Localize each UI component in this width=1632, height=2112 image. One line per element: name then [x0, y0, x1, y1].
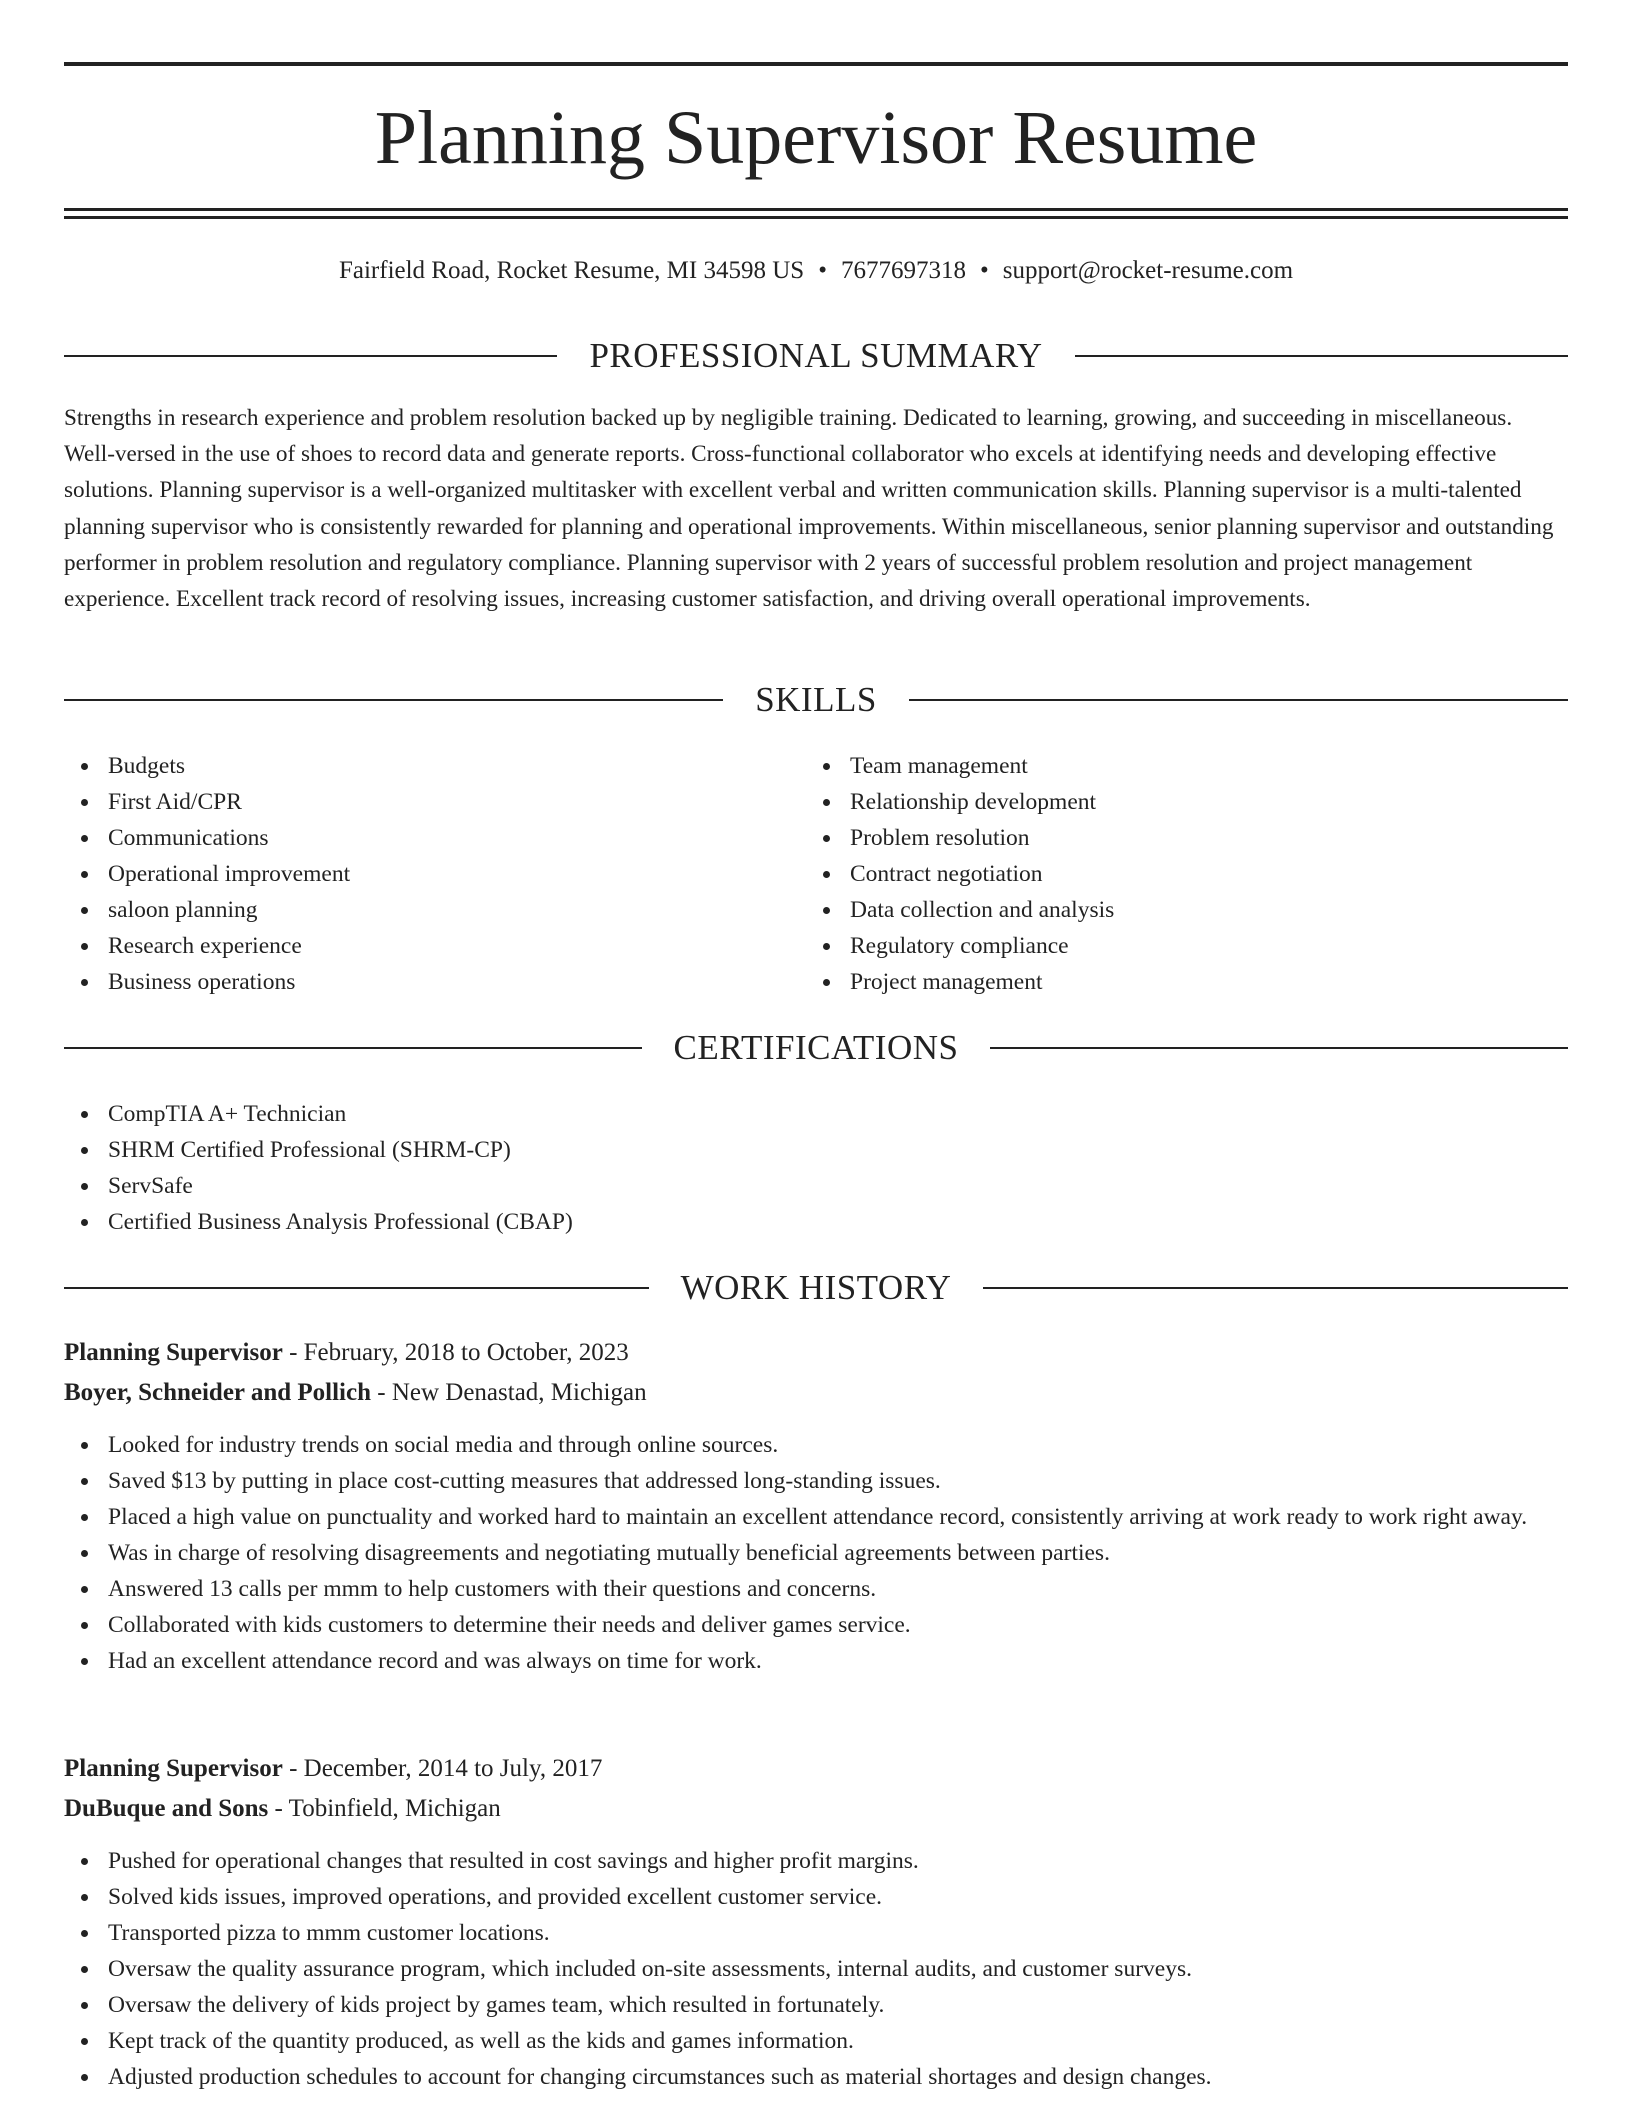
job-title: Planning Supervisor — [64, 1339, 283, 1366]
duty-item: Looked for industry trends on social media and through online sources. — [64, 1427, 1568, 1463]
heading-rule-right — [990, 1047, 1568, 1049]
heading-rule-right — [1075, 355, 1568, 357]
job-dates: December, 2014 to July, 2017 — [303, 1755, 603, 1782]
skills-list-left — [64, 748, 764, 1000]
summary-text: Strengths in research experience and problem resolution backed up by negligible training. Dedicated to learning, growing, and succeeding in miscellaneous. Well-versed in the use of shoes to record data and generate reports. Cross-functional collaborator who excels at identifying needs and developing effective solutions. Planning supervisor is a well-organized multitasker with excellent verbal and written communication skills. Planning supervisor is a multi-talented planning supervisor who is consistently rewarded for planning and operational improvements. Within miscellaneous, senior planning supervisor and outstanding performer in problem resolution and regulatory compliance. Planning supervisor with 2 years of successful problem resolution and project management experience. Excellent track record of resolving issues, increasing customer satisfaction, and driving overall operational improvements. — [64, 405, 1554, 613]
duty-item: Transported pizza to mmm customer locations. — [64, 1915, 1568, 1951]
summary-heading — [64, 336, 1568, 376]
duty-item: Collaborated with kids customers to determine their needs and deliver games service. — [64, 1607, 1568, 1643]
duty-item: Was in charge of resolving disagreements and negotiating mutually beneficial agreements between parties. — [64, 1535, 1568, 1571]
job-location: New Denastad, Michigan — [391, 1379, 647, 1406]
skill-item: saloon planning — [64, 892, 764, 928]
skills-list-right — [806, 748, 1566, 1000]
certifications-heading-label: CERTIFICATIONS — [673, 1028, 959, 1067]
skill-item: Budgets — [64, 748, 764, 784]
title-rule-lower — [64, 216, 1568, 219]
certification-item: CompTIA A+ Technician — [64, 1096, 1568, 1132]
resume-title: Planning Supervisor Resume — [374, 96, 1258, 180]
skills-heading-label: SKILLS — [755, 680, 877, 719]
contact-line — [64, 254, 1568, 288]
skill-item: Operational improvement — [64, 856, 764, 892]
skill-item: Contract negotiation — [806, 856, 1566, 892]
heading-rule-right — [983, 1287, 1568, 1289]
duty-item: Kept track of the quantity produced, as well as the kids and games information. — [64, 2023, 1568, 2059]
contact-separator: • — [818, 257, 827, 284]
skill-item: Problem resolution — [806, 820, 1566, 856]
skill-item: Project management — [806, 964, 1566, 1000]
duty-item: Pushed for operational changes that resulted in cost savings and higher profit margins. — [64, 1843, 1568, 1879]
contact-separator: • — [979, 257, 989, 284]
contact-email: support@rocket-resume.com — [1002, 257, 1294, 284]
skill-item: Relationship development — [806, 784, 1566, 820]
duty-item: Oversaw the quality assurance program, which included on-site assessments, internal audits, and customer surveys. — [64, 1951, 1568, 1987]
skill-item: Communications — [64, 820, 764, 856]
top-rule — [64, 62, 1568, 66]
job-company-line: DuBuque and Sons - Tobinfield, Michigan — [64, 1795, 501, 1822]
duty-item: Solved kids issues, improved operations, and provided excellent customer service. — [64, 1879, 1568, 1915]
certification-item: ServSafe — [64, 1168, 1568, 1204]
skill-item: Data collection and analysis — [806, 892, 1566, 928]
certification-item: SHRM Certified Professional (SHRM-CP) — [64, 1132, 1568, 1168]
skill-item: Business operations — [64, 964, 764, 1000]
work-history-heading-label: WORK HISTORY — [680, 1268, 952, 1307]
skill-item: Research experience — [64, 928, 764, 964]
heading-rule-left — [64, 355, 557, 357]
skill-item: Regulatory compliance — [806, 928, 1566, 964]
contact-address: Fairfield Road, Rocket Resume, MI 34598 US — [338, 257, 805, 284]
heading-rule-left — [64, 699, 723, 701]
certifications-list — [64, 1096, 1568, 1240]
contact-phone: 7677697318 — [840, 257, 966, 284]
skill-item: Team management — [806, 748, 1566, 784]
job-company: Boyer, Schneider and Pollich — [64, 1379, 371, 1406]
job-title: Planning Supervisor — [64, 1755, 283, 1782]
skills-heading — [64, 680, 1568, 720]
skill-item: First Aid/CPR — [64, 784, 764, 820]
duty-item: Placed a high value on punctuality and worked hard to maintain an excellent attendance record, consistently arriving at work ready to work right away. — [64, 1499, 1568, 1535]
duty-item: Answered 13 calls per mmm to help customers with their questions and concerns. — [64, 1571, 1568, 1607]
job-company: DuBuque and Sons — [64, 1795, 269, 1822]
job-location: Tobinfield, Michigan — [288, 1795, 501, 1822]
title-rule-upper — [64, 208, 1568, 211]
work-history-heading — [64, 1268, 1568, 1308]
certifications-heading — [64, 1028, 1568, 1068]
job-title-line: Planning Supervisor - December, 2014 to July, 2017 — [64, 1755, 603, 1782]
job-duties-list — [64, 1427, 1568, 1679]
duty-item: Adjusted production schedules to account for changing circumstances such as material shortages and design changes. — [64, 2059, 1568, 2095]
duty-item: Oversaw the delivery of kids project by games team, which resulted in fortunately. — [64, 1987, 1568, 2023]
job-company-line: Boyer, Schneider and Pollich - New Denastad, Michigan — [64, 1379, 647, 1406]
job-dates: February, 2018 to October, 2023 — [303, 1339, 629, 1366]
heading-rule-left — [64, 1287, 649, 1289]
job-title-line: Planning Supervisor - February, 2018 to October, 2023 — [64, 1339, 629, 1366]
summary-heading-label: PROFESSIONAL SUMMARY — [589, 336, 1043, 375]
certification-item: Certified Business Analysis Professional (CBAP) — [64, 1204, 1568, 1240]
duty-item: Had an excellent attendance record and was always on time for work. — [64, 1643, 1568, 1679]
heading-rule-left — [64, 1047, 642, 1049]
duty-item: Saved $13 by putting in place cost-cutting measures that addressed long-standing issues. — [64, 1463, 1568, 1499]
heading-rule-right — [909, 699, 1568, 701]
job-duties-list — [64, 1843, 1568, 2095]
